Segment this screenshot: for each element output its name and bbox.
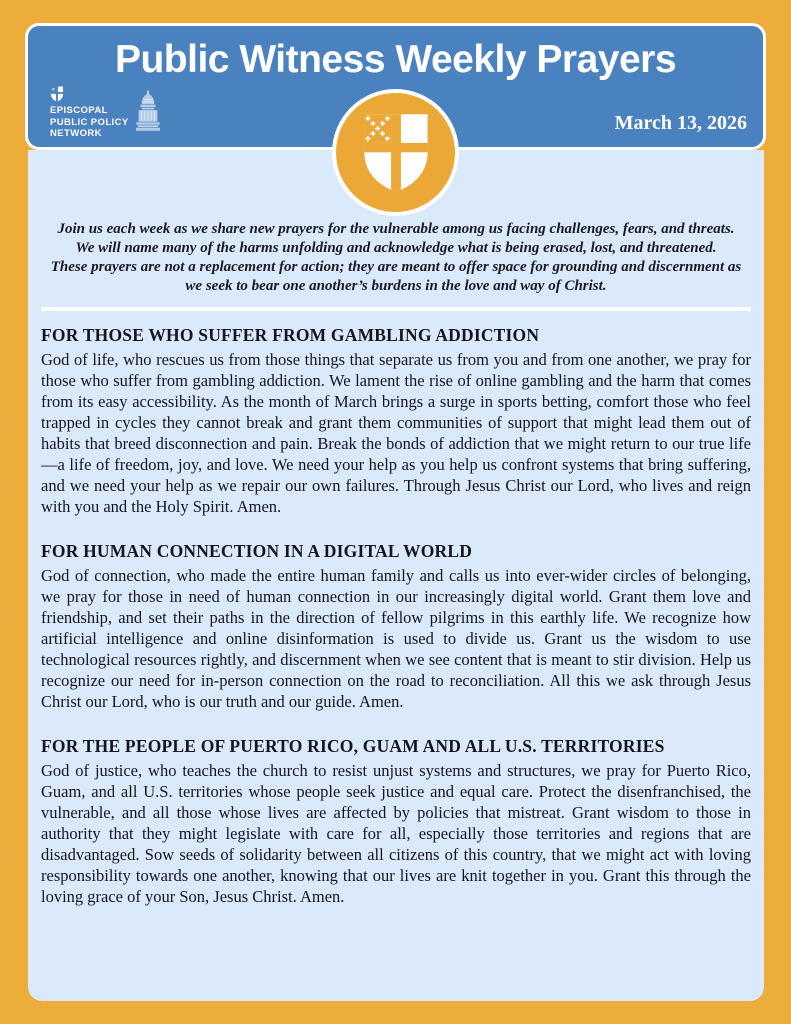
eppn-logo-line-1: EPISCOPAL	[50, 105, 108, 116]
prayer-section-digital-world	[41, 541, 751, 712]
prayer-body: God of connection, who made the entire human family and calls us into ever-wider circles of belonging, we pray for those in need of human connection in our increasingly digital world. Grant them love and friendship, and set their paths in the direction of fellow pilgrims in this earthly life. We recognize how artificial intelligence and online disinformation is used to divide us. Grant us the wisdom to use technological resources rightly, and discernment when we see content that is meant to stir division. Help us recognize our need for in-person connection on the road to reconciliation. All this we ask through Jesus Christ our Lord, who is our truth and our guide. Amen.	[41, 565, 751, 711]
issue-date: March 13, 2026	[614, 112, 747, 134]
eppn-logo-line-2: PUBLIC POLICY	[50, 116, 129, 128]
capitol-icon	[136, 90, 160, 135]
prayer-section-us-territories	[41, 736, 751, 907]
episcopal-shield-icon	[50, 86, 64, 102]
eppn-logo-text-block	[50, 86, 129, 140]
eppn-logo	[50, 86, 160, 140]
prayer-heading: FOR HUMAN CONNECTION IN A DIGITAL WORLD	[41, 540, 473, 561]
prayer-body: God of life, who rescues us from those things that separate us from you and from one another, we pray for those who suffer from gambling addiction. We lament the rise of online gambling and the harm that comes from its easy accessibility. As the month of March brings a surge in sports betting, comfort those who feel trapped in cycles they cannot break and grant them communities of support that might lead them out of habits that breed disconnection and pain. Break the bonds of addiction that we might return to our true life—a life of freedom, joy, and love. We need your help as you help us confront systems that bring suffering, and we need your help as we repair our own failures. Through Jesus Christ our Lord, who lives and reign with you and the Holy Spirit. Amen.	[41, 349, 751, 516]
page-title: Public Witness Weekly Prayers	[114, 38, 677, 81]
prayer-heading: FOR THOSE WHO SUFFER FROM GAMBLING ADDICTION	[41, 324, 540, 345]
prayer-heading: FOR THE PEOPLE OF PUERTO RICO, GUAM AND ALL U.S. TERRITORIES	[41, 735, 665, 756]
prayer-body: God of justice, who teaches the church to resist unjust systems and structures, we pray for Puerto Rico, Guam, and all U.S. territories whose people seek justice and equal care. Protect the disenfranchised, the vulnerable, and all those whose lives are affected by policies that mistreat. Grant wisdom to those in authority that they might legislate with care for all, especially those territories and regions that are disadvantaged. Sow seeds of solidarity between all citizens of this country, that we might act with loving responsibility towards one another, knowing that our lives are knit together in you. Grant this through the loving grace of your Son, Jesus Christ. Amen.	[41, 760, 751, 906]
intro-paragraph-2: These prayers are not a replacement for action; they are meant to offer space for grounding and discernment as we seek to bear one another’s burdens in the love and way of Christ.	[50, 259, 742, 294]
content-panel	[28, 150, 764, 1001]
prayer-section-gambling-addiction	[41, 325, 751, 517]
episcopal-shield-emblem-icon	[360, 112, 432, 194]
eppn-logo-line-3: NETWORK	[50, 128, 102, 139]
divider-line	[41, 307, 751, 311]
intro-text	[50, 220, 742, 296]
emblem-circle	[332, 89, 459, 216]
intro-paragraph-1: Join us each week as we share new prayers for the vulnerable among us facing challenges, fears, and threats. We will name many of the harms unfolding and acknowledge what is being erased, lost, and threatened.	[57, 221, 735, 256]
